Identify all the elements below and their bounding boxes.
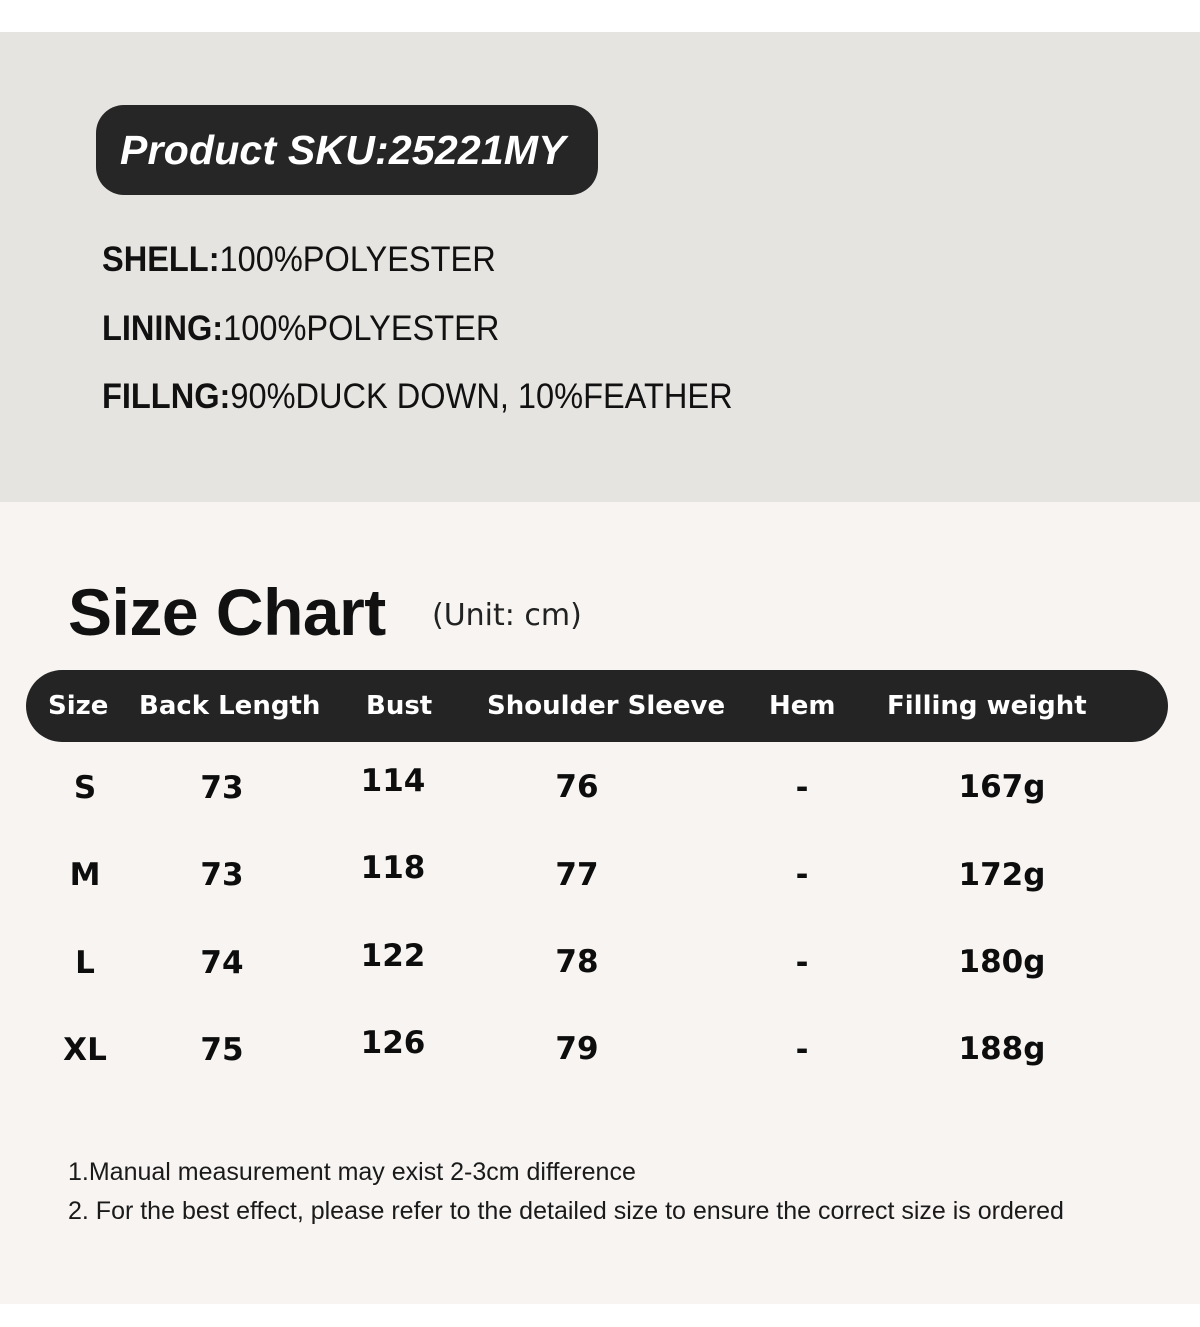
material-label: FILLNG: — [102, 377, 231, 416]
material-label: SHELL: — [102, 240, 220, 279]
material-shell — [102, 240, 496, 280]
bottom-margin — [0, 1304, 1200, 1327]
table-cell: 79 — [555, 1031, 599, 1067]
size-chart-title: Size Chart — [68, 575, 386, 649]
size-table-header — [26, 670, 1168, 742]
header-back-length: Back Length — [139, 691, 321, 721]
sku-text: Product SKU:25221MY — [120, 126, 566, 173]
material-label: LINING: — [102, 309, 224, 348]
note-measurement: 1.Manual measurement may exist 2-3cm difference — [68, 1158, 636, 1186]
table-cell: 122 — [360, 938, 426, 974]
material-filling — [102, 377, 733, 417]
header-bust: Bust — [366, 691, 433, 721]
table-cell: 77 — [555, 857, 599, 893]
material-value: 100%POLYESTER — [219, 240, 496, 279]
size-chart-unit: (Unit: cm) — [432, 598, 582, 633]
material-value: 90%DUCK DOWN, 10%FEATHER — [230, 377, 733, 416]
table-cell: 76 — [555, 769, 599, 805]
table-cell: M — [69, 857, 101, 893]
sku-badge — [96, 105, 598, 195]
table-cell: 114 — [360, 763, 426, 799]
table-cell: L — [75, 945, 95, 981]
header-hem: Hem — [769, 691, 836, 721]
table-cell: S — [73, 770, 97, 806]
table-cell: - — [795, 1032, 809, 1068]
header-size: Size — [48, 691, 109, 721]
table-cell: - — [795, 857, 809, 893]
table-cell: 188g — [958, 1031, 1046, 1067]
table-cell: 118 — [360, 850, 426, 886]
table-cell: 172g — [958, 857, 1046, 893]
table-cell: 78 — [555, 944, 599, 980]
table-cell: 75 — [200, 1032, 244, 1068]
size-chart-section — [0, 502, 1200, 1304]
table-cell: 126 — [360, 1025, 426, 1061]
table-cell: 74 — [200, 945, 244, 981]
note-size-advice: 2. For the best effect, please refer to the detailed size to ensure the correct size is ordered — [68, 1197, 1064, 1225]
table-cell: 167g — [958, 769, 1046, 805]
table-cell: 180g — [958, 944, 1046, 980]
table-cell: XL — [63, 1032, 107, 1068]
header-shoulder-sleeve: Shoulder Sleeve — [487, 691, 726, 721]
material-value: 100%POLYESTER — [223, 309, 500, 348]
table-cell: - — [795, 770, 809, 806]
materials-panel — [0, 32, 1200, 502]
table-cell: 73 — [200, 770, 244, 806]
top-margin — [0, 0, 1200, 32]
table-cell: - — [795, 945, 809, 981]
table-cell: 73 — [200, 857, 244, 893]
header-filling-weight: Filling weight — [887, 691, 1087, 721]
material-lining — [102, 309, 499, 349]
